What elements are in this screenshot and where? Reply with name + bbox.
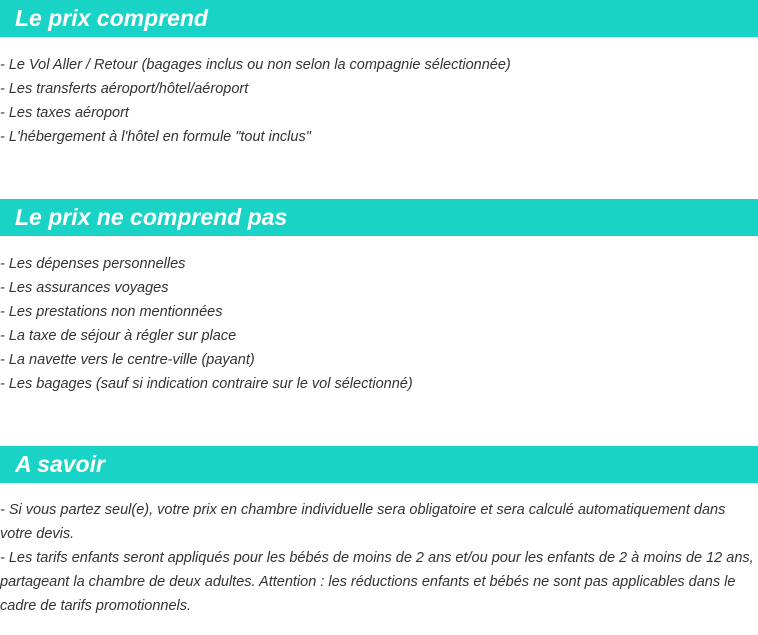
list-item: - Le Vol Aller / Retour (bagages inclus ou non selon la compagnie sélectionnée) bbox=[0, 57, 511, 73]
list-item: - La taxe de séjour à régler sur place bbox=[0, 328, 237, 344]
list-item: - Les transferts aéroport/hôtel/aéroport bbox=[0, 81, 249, 97]
list-item: - Les assurances voyages bbox=[0, 280, 169, 296]
info-paragraph-children: - Les tarifs enfants seront appliqués pour les bébés de moins de 2 ans et/ou pour les enfants de 2 à moins de 12 ans, partageant la chambre de deux adultes. Attention : les réductions enfants et bébés ne sont pas applicables dans le cadre de tarifs promotionnels. bbox=[0, 550, 754, 614]
list-item: - Les dépenses personnelles bbox=[0, 256, 186, 272]
section-header-not-included bbox=[0, 199, 758, 236]
list-item: - L'hébergement à l'hôtel en formule "tout inclus" bbox=[0, 129, 311, 145]
not-included-list bbox=[0, 252, 758, 396]
section-header-included bbox=[0, 0, 758, 37]
list-item: - La navette vers le centre-ville (payant) bbox=[0, 352, 255, 368]
section-title-to-know: A savoir bbox=[15, 451, 105, 477]
section-header-to-know bbox=[0, 446, 758, 483]
section-title-included: Le prix comprend bbox=[15, 5, 208, 31]
list-item: - Les bagages (sauf si indication contraire sur le vol sélectionné) bbox=[0, 376, 413, 392]
to-know-text bbox=[0, 498, 756, 618]
info-paragraph-solo: - Si vous partez seul(e), votre prix en chambre individuelle sera obligatoire et sera calculé automatiquement dans votre devis. bbox=[0, 502, 726, 542]
list-item: - Les prestations non mentionnées bbox=[0, 304, 223, 320]
list-item: - Les taxes aéroport bbox=[0, 105, 129, 121]
section-title-not-included: Le prix ne comprend pas bbox=[15, 204, 288, 230]
included-list bbox=[0, 53, 758, 149]
